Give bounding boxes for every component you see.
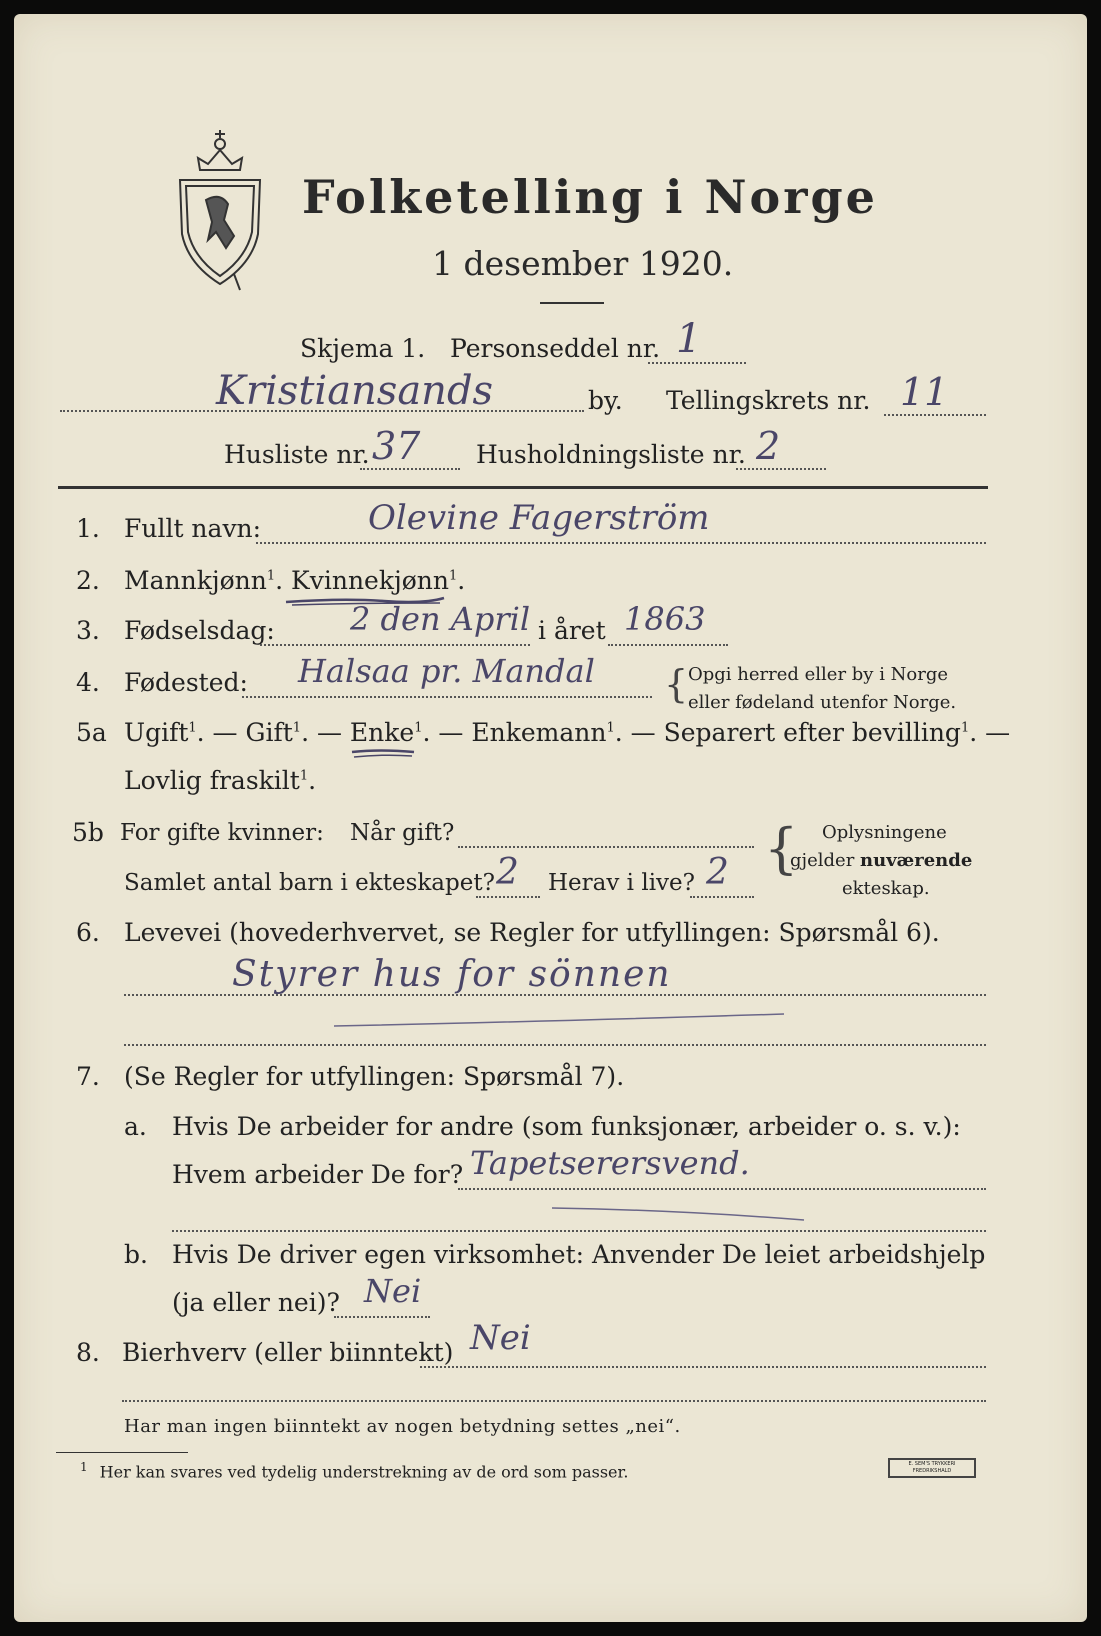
q4-label: Fødested:	[124, 668, 248, 697]
husliste-line	[360, 468, 460, 470]
q3-label: Fødselsdag:	[124, 616, 275, 645]
q7b-question: (ja eller nei)?	[172, 1288, 340, 1317]
q5b-barn-value: 2	[496, 852, 519, 893]
q8-line-2	[122, 1400, 986, 1402]
q5a-number: 5a	[76, 718, 107, 747]
header-rule	[58, 486, 988, 489]
q3-year-line	[608, 644, 728, 646]
tellingskrets-value: 11	[900, 370, 949, 414]
q4-value: Halsaa pr. Mandal	[298, 652, 595, 690]
tellingskrets-line	[884, 414, 986, 416]
q1-label: Fullt navn:	[124, 514, 262, 543]
footer-note: Har man ingen biinntekt av nogen betydning settes „nei“.	[124, 1416, 681, 1437]
q1-number: 1.	[76, 514, 100, 543]
q6-value: Styrer hus for sönnen	[232, 954, 672, 995]
q5b-naar-gift: Når gift?	[350, 820, 455, 846]
q7-number: 7.	[76, 1062, 100, 1091]
husholdning-value: 2	[756, 424, 781, 468]
footnote: $^1$ Her kan svares ved tydelig understrekning av de ord som passer.	[80, 1460, 629, 1482]
q5a-option-separert[interactable]: Separert efter bevilling	[663, 718, 961, 747]
q2-option-mannkjonn[interactable]: Mannkjønn	[124, 566, 267, 595]
q5a-options: Ugift$^1$. — Gift$^1$. — Enke$^1$. — Enkemann$^1$. — Separert efter bevilling$^1$. —	[124, 718, 1011, 747]
q6-line-2	[124, 1044, 986, 1046]
q8-value: Nei	[470, 1318, 531, 1358]
husholdning-line	[736, 468, 826, 470]
q5a-option-fraskilt[interactable]: Lovlig fraskilt$^1$.	[124, 766, 317, 795]
q3-number: 3.	[76, 616, 100, 645]
q1-line	[256, 542, 986, 544]
q5b-live-value: 2	[706, 852, 729, 893]
q7a-value: Tapetserersvend.	[470, 1144, 750, 1182]
q5b-number: 5b	[72, 818, 104, 847]
tellingskrets-label: Tellingskrets nr.	[666, 386, 871, 415]
footnote-rule	[56, 1452, 188, 1453]
husliste-label: Husliste nr.	[224, 440, 370, 469]
q6-label: Levevei (hovederhvervet, se Regler for utfyllingen: Spørsmål 6).	[124, 918, 940, 947]
q5b-label: For gifte kvinner:	[120, 820, 324, 846]
q5a-option-enkemann[interactable]: Enkemann	[471, 718, 607, 747]
printer-stamp: E. SEM'S TRYKKERI FREDRIKSHALD	[888, 1458, 976, 1478]
q5b-live-line	[690, 896, 754, 898]
husliste-value: 37	[372, 424, 421, 468]
husholdning-label: Husholdningsliste nr.	[476, 440, 746, 469]
q3-year-label: i året	[538, 616, 606, 645]
q3-day-line	[260, 644, 530, 646]
personseddel-line	[648, 362, 746, 364]
coat-of-arms-icon	[172, 124, 268, 294]
q7a-text: Hvis De arbeider for andre (som funksjonær, arbeider o. s. v.):	[172, 1112, 961, 1141]
q7a-question: Hvem arbeider De for?	[172, 1160, 464, 1189]
q7a-pen-stroke	[548, 1200, 808, 1224]
q8-label: Bierhverv (eller biinntekt)	[122, 1338, 454, 1367]
q6-pen-stroke	[330, 1008, 790, 1032]
skjema-label: Skjema 1.	[300, 334, 426, 363]
by-label: by.	[588, 386, 623, 415]
q5a-option-ugift[interactable]: Ugift	[124, 718, 189, 747]
q5b-naar-gift-line	[458, 846, 754, 848]
q3-day-value: 2 den April	[350, 600, 531, 638]
personseddel-value: 1	[676, 316, 702, 362]
q2-options: Mannkjønn$^1$. Kvinnekjønn$^1$.	[124, 566, 466, 595]
q1-value: Olevine Fagerström	[368, 498, 710, 538]
q7b-value: Nei	[364, 1272, 422, 1310]
q7a-line-1	[458, 1188, 986, 1190]
q7a-line-2	[172, 1230, 986, 1232]
title-divider	[540, 302, 604, 304]
personseddel-label: Personseddel nr.	[450, 334, 661, 363]
q5b-brace: {	[764, 817, 799, 880]
q6-number: 6.	[76, 918, 100, 947]
q4-number: 4.	[76, 668, 100, 697]
q4-line	[242, 696, 652, 698]
q5b-barn-label: Samlet antal barn i ekteskapet?	[124, 870, 495, 896]
q8-number: 8.	[76, 1338, 100, 1367]
form-title: Folketelling i Norge	[302, 170, 878, 224]
q4-brace: {	[664, 662, 689, 706]
q7a-letter: a.	[124, 1112, 147, 1141]
q8-line-1	[420, 1366, 986, 1368]
q2-option-kvinnekjonn[interactable]: Kvinnekjønn	[291, 566, 449, 595]
q7b-text: Hvis De driver egen virksomhet: Anvender De leiet arbeidshjelp	[172, 1240, 986, 1269]
q7b-letter: b.	[124, 1240, 148, 1269]
q5b-note-1: Oplysningene	[822, 822, 947, 843]
form-date: 1 desember 1920.	[432, 244, 734, 283]
q5a-option-enke[interactable]: Enke	[349, 718, 415, 747]
q5b-barn-line	[476, 896, 540, 898]
q4-note-1: Opgi herred eller by i Norge	[688, 664, 949, 685]
q7b-line	[334, 1316, 430, 1318]
q4-note-2: eller fødeland utenfor Norge.	[688, 692, 957, 713]
q5b-live-label: Herav i live?	[548, 870, 695, 896]
q3-year-value: 1863	[624, 600, 706, 638]
by-value: Kristiansands	[216, 368, 494, 414]
q5b-note-2: gjelder nuværende	[790, 850, 973, 871]
q7-label: (Se Regler for utfyllingen: Spørsmål 7).	[124, 1062, 625, 1091]
q5a-option-gift[interactable]: Gift	[245, 718, 293, 747]
q2-number: 2.	[76, 566, 100, 595]
q5b-note-3: ekteskap.	[842, 878, 930, 899]
q5a-selection-underline	[350, 746, 418, 760]
